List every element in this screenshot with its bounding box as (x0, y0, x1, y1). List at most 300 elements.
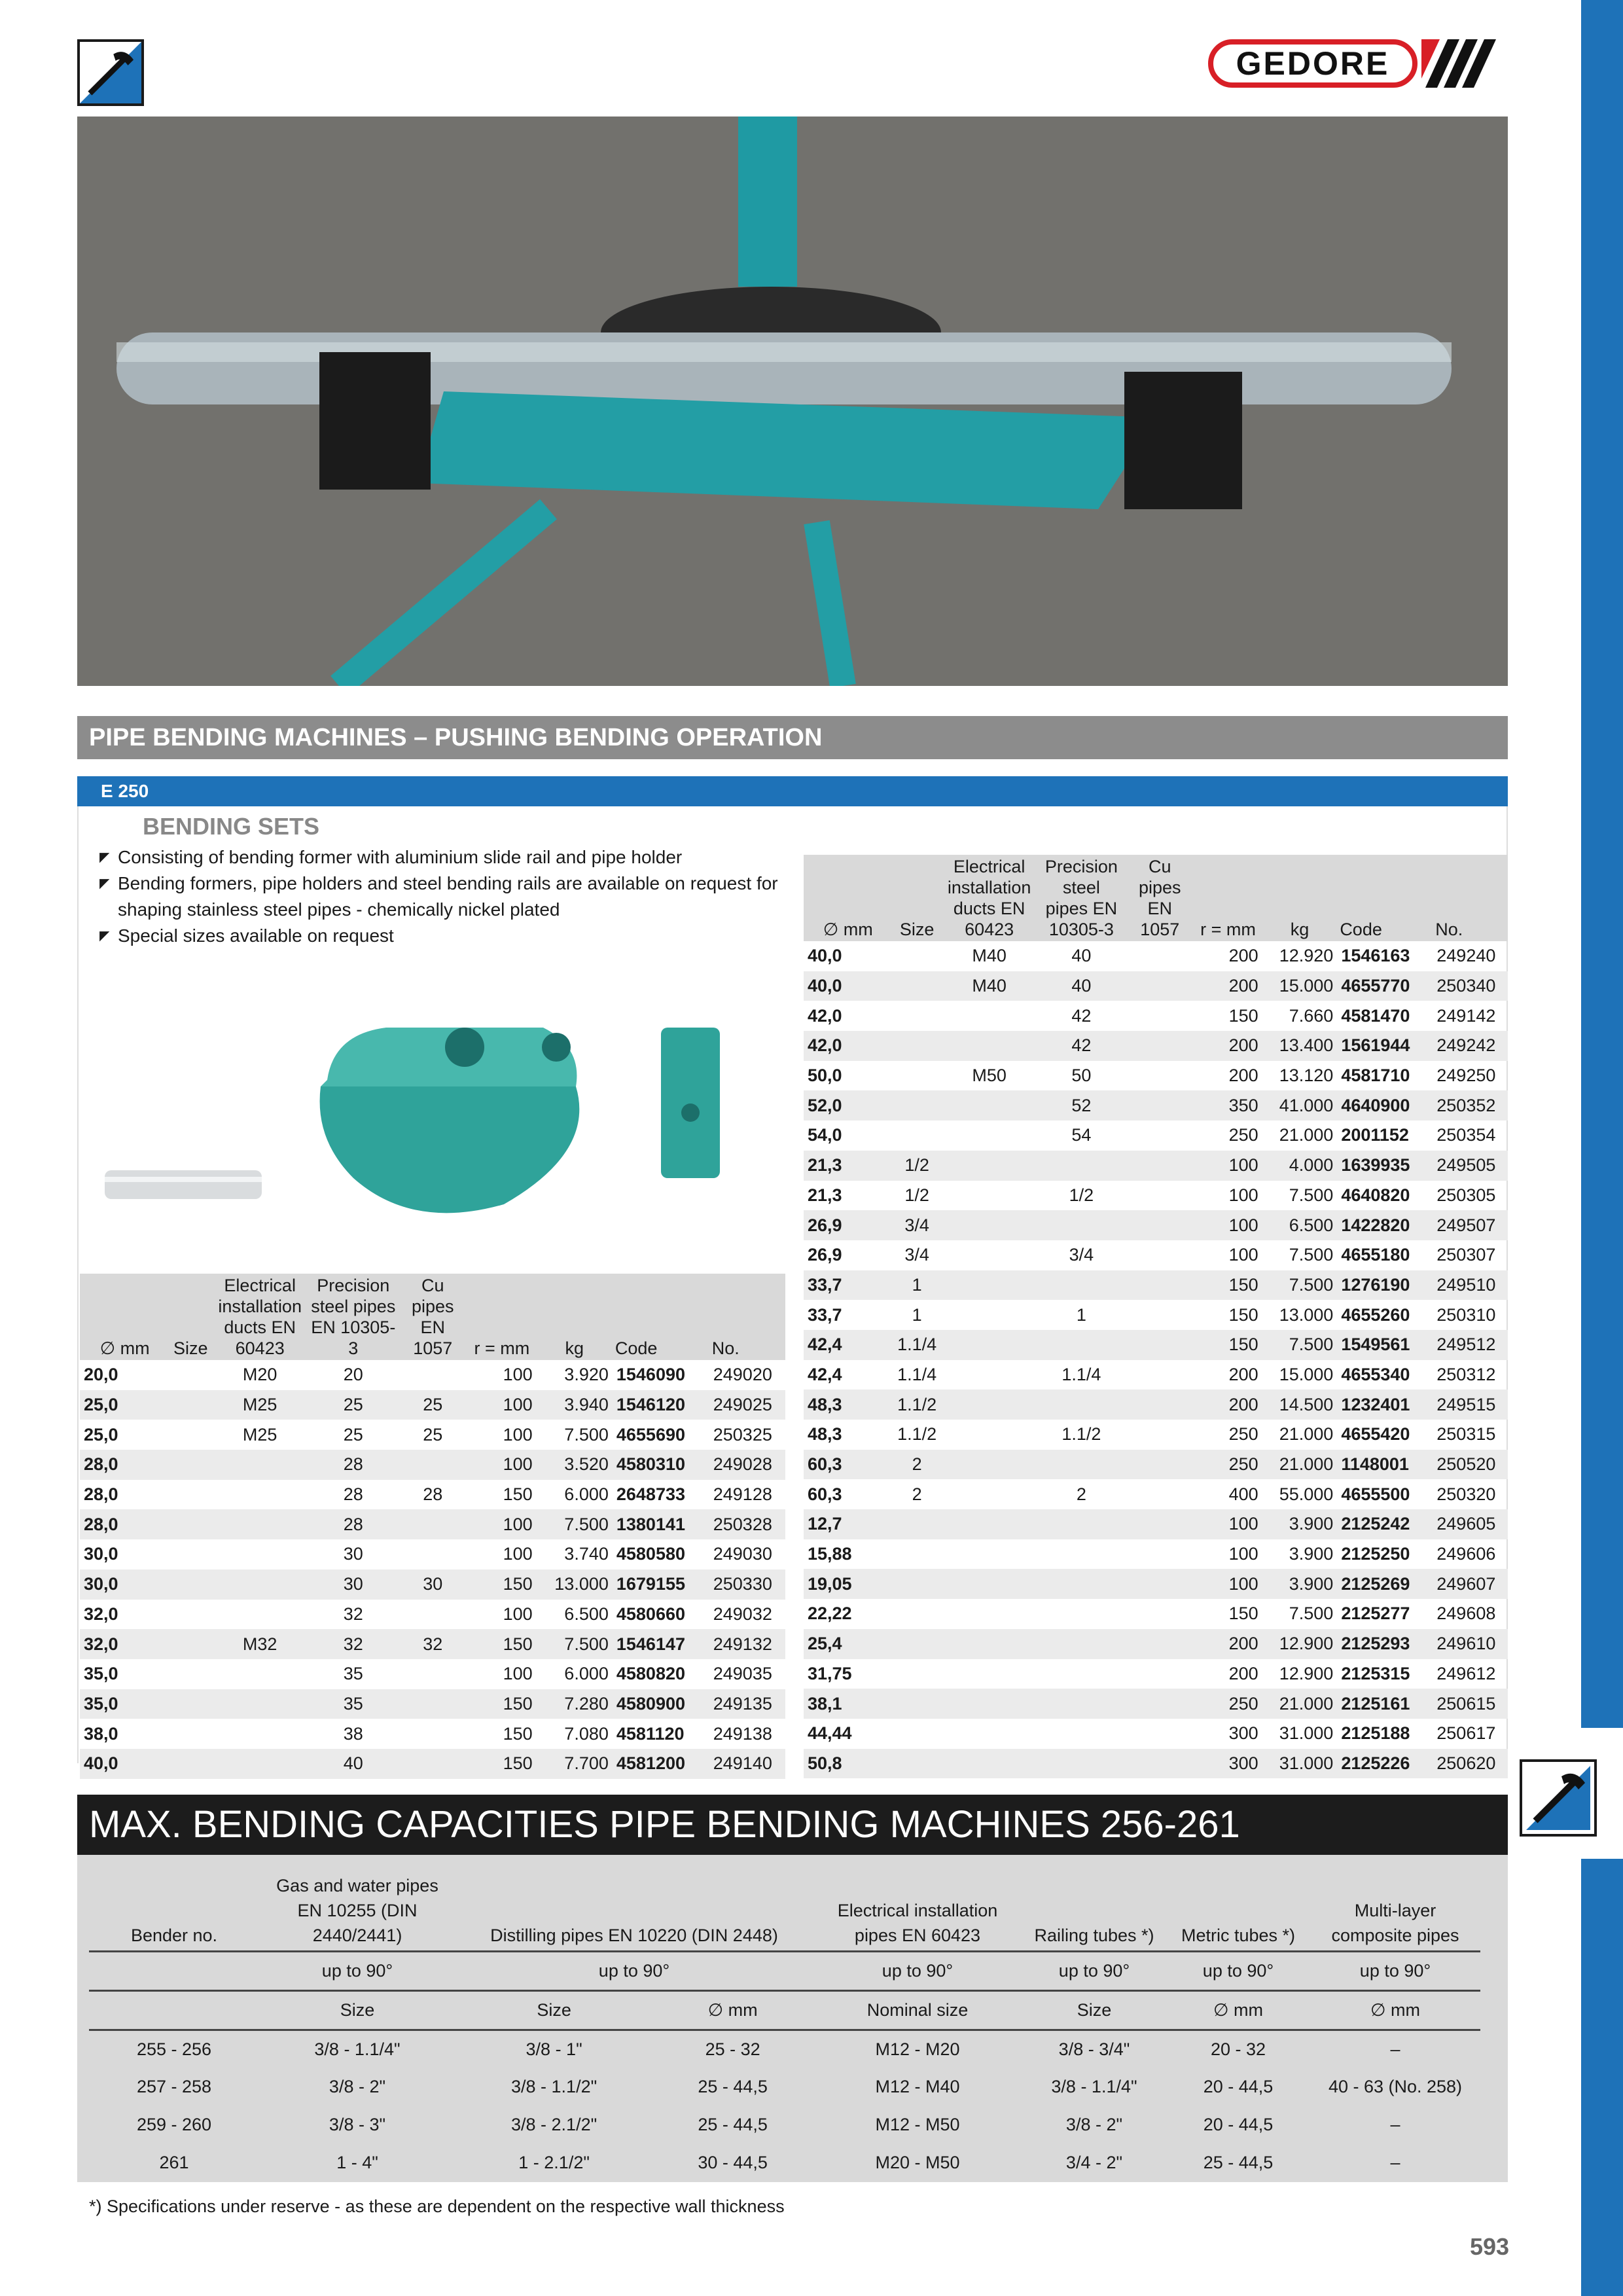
table-cell: 32,0 (80, 1629, 169, 1659)
capacity-cell: 261 (159, 2153, 189, 2172)
table-cell: 13.120 (1279, 1066, 1334, 1086)
col-header-electrical: Electrical installation ducts EN 60423 (942, 855, 1037, 941)
table-cell: 38,0 (84, 1723, 118, 1744)
unit-label: Nominal size (813, 1991, 1022, 2030)
table-cell (942, 1569, 1037, 1599)
table-cell: 250617 (1436, 1723, 1496, 1744)
table-cell (1037, 1151, 1126, 1181)
capacities-table (89, 1871, 1480, 2182)
table-cell (169, 1360, 211, 1390)
capacity-cell: 3/8 - 2" (329, 2077, 386, 2096)
table-cell (211, 1539, 308, 1570)
table-cell: 1380141 (613, 1509, 709, 1539)
table-cell: 30,0 (84, 1544, 118, 1564)
table-cell: 249610 (1433, 1629, 1508, 1659)
feature-item: ◤ Special sizes available on request (99, 923, 780, 949)
table-cell (211, 1570, 308, 1600)
table-cell: 25 (343, 1424, 363, 1444)
table-cell: 249612 (1436, 1663, 1496, 1683)
table-row (804, 1300, 1508, 1330)
page-number: 593 (1470, 2233, 1510, 2260)
table-cell: 100 (503, 1424, 533, 1444)
table-cell (1126, 1689, 1194, 1719)
table-cell: 48,3 (804, 1390, 893, 1420)
table-cell: 25 (398, 1390, 467, 1420)
table-cell: M32 (211, 1629, 308, 1659)
bending-sets-table-left (80, 1274, 785, 1779)
table-cell (169, 1450, 211, 1480)
capacity-row (89, 2030, 1480, 2068)
capacity-cell: 25 - 44,5 (698, 2077, 768, 2096)
table-cell: 4655180 (1341, 1245, 1410, 1265)
table-cell: 150 (503, 1723, 533, 1744)
table-cell (1126, 1749, 1194, 1779)
table-cell: 33,7 (804, 1270, 893, 1300)
table-cell: 7.500 (1289, 1185, 1334, 1205)
cap-header-bender: Bender no. (89, 1871, 259, 1952)
table-cell: 30 (308, 1570, 398, 1600)
table-cell: 14.500 (1262, 1390, 1338, 1420)
table-cell (893, 1121, 942, 1151)
capacity-cell: 1 - 4" (336, 2153, 378, 2172)
model-label: E 250 (77, 776, 1508, 806)
table-row (80, 1390, 785, 1420)
table-cell: 19,05 (804, 1569, 893, 1599)
table-cell: 3.900 (1289, 1544, 1334, 1564)
table-cell: 4580580 (616, 1544, 685, 1564)
table-cell: M25 (242, 1424, 277, 1444)
table-cell: 35 (343, 1664, 363, 1684)
table-cell (1126, 1001, 1194, 1031)
cap-header-electrical: Electrical installation pipes EN 60423 (813, 1871, 1022, 1952)
capacity-cell: 259 - 260 (136, 2115, 212, 2134)
table-cell (1126, 1090, 1194, 1121)
table-cell: 150 (467, 1689, 537, 1719)
table-cell: 249135 (709, 1689, 785, 1719)
table-cell (1126, 1479, 1194, 1509)
table-cell (169, 1600, 211, 1630)
table-cell: 12,7 (804, 1509, 893, 1539)
table-cell: 55.000 (1279, 1484, 1334, 1504)
table-cell: 249250 (1436, 1066, 1496, 1086)
table-cell: 40,0 (80, 1749, 169, 1779)
table-row (80, 1539, 785, 1570)
table-cell: 31,75 (808, 1663, 852, 1683)
table-cell: 200 (1228, 1663, 1258, 1683)
table-cell: 1 (912, 1304, 922, 1325)
table-cell: 1561944 (1337, 1031, 1433, 1061)
table-cell: 1.1/2 (1061, 1424, 1101, 1444)
table-cell: 4.000 (1262, 1151, 1338, 1181)
table-cell: 249035 (713, 1664, 772, 1684)
table-cell: 300 (1194, 1749, 1262, 1779)
table-cell (893, 1689, 942, 1719)
table-row (804, 941, 1508, 971)
table-cell: 26,9 (808, 1245, 842, 1265)
table-cell: 250520 (1433, 1450, 1508, 1480)
table-cell (1037, 1270, 1126, 1300)
table-cell: 2125315 (1341, 1663, 1410, 1683)
table-cell: 350 (1194, 1090, 1262, 1121)
table-cell: 4580310 (613, 1450, 709, 1480)
table-cell: 250354 (1436, 1125, 1496, 1145)
table-cell: 249240 (1436, 946, 1496, 966)
table-cell (211, 1450, 308, 1480)
angle-label: up to 90° (259, 1952, 455, 1991)
table-cell (1037, 1539, 1126, 1570)
table-cell: 35,0 (84, 1664, 118, 1684)
pipe-bender-tab-icon (1520, 1759, 1597, 1837)
table-cell: 3.520 (537, 1450, 613, 1480)
table-cell: 4580820 (616, 1664, 685, 1684)
table-row (804, 1629, 1508, 1659)
table-body (80, 1360, 785, 1779)
table-row (804, 1121, 1508, 1151)
table-cell (1037, 1330, 1126, 1360)
capacity-cell: 25 - 44,5 (698, 2115, 768, 2134)
capacity-cell: 3/8 - 3/4" (1058, 2039, 1130, 2059)
table-cell (1037, 1210, 1126, 1240)
table-cell: 41.000 (1262, 1090, 1338, 1121)
table-cell: 4655500 (1341, 1484, 1410, 1504)
brand-logo (1208, 39, 1418, 88)
table-cell: 4580900 (613, 1689, 709, 1719)
table-cell: 2125277 (1341, 1604, 1410, 1624)
table-cell: 100 (1194, 1569, 1262, 1599)
table-cell: 100 (503, 1604, 533, 1624)
table-cell (398, 1539, 467, 1570)
table-cell (942, 1749, 1037, 1779)
table-cell (1126, 1151, 1194, 1181)
table-cell: 7.500 (1289, 1604, 1334, 1624)
table-cell (211, 1659, 308, 1689)
table-cell (893, 1719, 942, 1749)
table-cell (1126, 1569, 1194, 1599)
table-cell (942, 1659, 1037, 1689)
table-row (804, 1479, 1508, 1509)
table-cell: 250320 (1436, 1484, 1496, 1504)
table-cell (1037, 1749, 1126, 1779)
table-cell: 250325 (713, 1424, 772, 1444)
table-cell (893, 1090, 942, 1121)
table-cell: 44,44 (808, 1723, 852, 1744)
table-cell: 54,0 (808, 1125, 842, 1145)
table-cell (1126, 1360, 1194, 1390)
table-cell: 249138 (713, 1723, 772, 1744)
table-cell (1126, 1210, 1194, 1240)
capacity-cell: 3/8 - 2.1/2" (511, 2115, 597, 2134)
table-cell: 250305 (1436, 1185, 1496, 1205)
table-cell: 249607 (1433, 1569, 1508, 1599)
table-cell: 3/4 (893, 1210, 942, 1240)
table-cell: 2125226 (1337, 1749, 1433, 1779)
table-cell: 200 (1194, 1031, 1262, 1061)
table-row (804, 1659, 1508, 1689)
table-cell: 1/2 (1069, 1185, 1094, 1205)
table-row (804, 1390, 1508, 1420)
table-cell: 30,0 (80, 1570, 169, 1600)
table-cell (1126, 1330, 1194, 1360)
table-row (804, 1270, 1508, 1300)
table-cell (1037, 1659, 1126, 1689)
table-cell: 250330 (709, 1570, 785, 1600)
table-cell: 40,0 (808, 946, 842, 966)
table-cell: 4640900 (1337, 1090, 1433, 1121)
table-body (804, 941, 1508, 1778)
table-cell: 48,3 (808, 1424, 842, 1444)
table-cell: 3.900 (1262, 1569, 1338, 1599)
table-cell (398, 1749, 467, 1779)
capacity-cell: – (1390, 2153, 1400, 2172)
table-cell (1126, 1031, 1194, 1061)
table-row (80, 1629, 785, 1659)
table-cell (942, 1719, 1037, 1749)
table-cell (169, 1420, 211, 1450)
table-cell: 2 (1076, 1484, 1086, 1504)
table-cell: 250 (1228, 1424, 1258, 1444)
table-cell (169, 1629, 211, 1659)
table-cell: 7.280 (537, 1689, 613, 1719)
table-cell: 249128 (713, 1484, 772, 1505)
table-cell: 6.500 (1262, 1210, 1338, 1240)
table-cell: 150 (1194, 1330, 1262, 1360)
table-cell: 15,88 (808, 1544, 852, 1564)
table-cell: 33,7 (808, 1304, 842, 1325)
table-cell: 249510 (1433, 1270, 1508, 1300)
table-cell: 2125188 (1341, 1723, 1410, 1744)
table-cell: 1.1/2 (893, 1390, 942, 1420)
table-cell: 13.400 (1262, 1031, 1338, 1061)
table-cell: 300 (1228, 1723, 1258, 1744)
table-row (804, 1599, 1508, 1629)
table-cell: 250310 (1436, 1304, 1496, 1325)
table-cell (1126, 1121, 1194, 1151)
table-cell: 15.000 (1279, 1364, 1334, 1384)
table-cell (1037, 1509, 1126, 1539)
table-cell: 21.000 (1279, 1424, 1334, 1444)
table-cell: 50,8 (804, 1749, 893, 1779)
table-cell: 6.000 (564, 1664, 609, 1684)
col-header-code: Code (1337, 855, 1433, 941)
unit-label: Size (259, 1991, 455, 2030)
capacities-title: MAX. BENDING CAPACITIES PIPE BENDING MACHINES 256-261 (77, 1795, 1508, 1855)
table-cell: 2 (912, 1484, 922, 1504)
table-cell: 1546147 (613, 1629, 709, 1659)
table-cell: 3.900 (1262, 1509, 1338, 1539)
table-cell: M40 (972, 946, 1007, 966)
unit-label: Size (1022, 1991, 1166, 2030)
table-cell: 150 (1228, 1304, 1258, 1325)
table-row (80, 1689, 785, 1719)
table-cell (169, 1390, 211, 1420)
table-cell (169, 1570, 211, 1600)
table-row (804, 1210, 1508, 1240)
table-cell: 1148001 (1337, 1450, 1433, 1480)
table-cell (942, 1450, 1037, 1480)
table-cell: 200 (1228, 1364, 1258, 1384)
feature-item: ◤ Bending formers, pipe holders and steel bending rails are available on request for shaping stainless steel pipes - chemically nickel plated (99, 870, 780, 923)
table-cell: 100 (467, 1390, 537, 1420)
footnote: *) Specifications under reserve - as these are dependent on the respective wall thickness (89, 2197, 785, 2216)
table-row (804, 1151, 1508, 1181)
table-cell: 100 (1228, 1544, 1258, 1564)
capacity-cell: 3/8 - 1" (526, 2039, 582, 2059)
table-cell (169, 1509, 211, 1539)
table-cell: 26,9 (804, 1210, 893, 1240)
capacity-cell: M12 - M50 (875, 2115, 960, 2134)
table-cell: 1/2 (904, 1185, 929, 1205)
table-cell: 249030 (713, 1544, 772, 1564)
table-row (80, 1360, 785, 1390)
table-row (804, 1749, 1508, 1779)
capacity-cell: 20 - 32 (1210, 2039, 1266, 2059)
side-color-bar-lower (1581, 1859, 1623, 2296)
table-cell: 28 (423, 1484, 443, 1505)
table-cell: 1.1/2 (897, 1424, 937, 1444)
cap-header-railing: Railing tubes *) (1022, 1871, 1166, 1952)
table-cell: 20,0 (84, 1365, 118, 1385)
table-cell: 7.080 (564, 1723, 609, 1744)
table-cell: 200 (1194, 1390, 1262, 1420)
table-cell: 28,0 (84, 1484, 118, 1505)
table-cell: 20 (343, 1365, 363, 1385)
table-cell (942, 1240, 1037, 1270)
cap-header-gas: Gas and water pipes EN 10255 (DIN 2440/2441) (259, 1871, 455, 1952)
table-row (804, 1689, 1508, 1719)
table-cell: M40 (942, 971, 1037, 1001)
table-cell (942, 1509, 1037, 1539)
table-cell (1126, 1300, 1194, 1330)
table-cell: 4581710 (1341, 1066, 1410, 1086)
table-cell: 42,4 (808, 1364, 842, 1384)
table-cell: 35,0 (80, 1689, 169, 1719)
unit-label: Size (455, 1991, 652, 2030)
table-cell (942, 1181, 1037, 1211)
capacity-cell: 3/8 - 1.1/4" (1051, 2077, 1137, 2096)
table-cell: 13.000 (1279, 1304, 1334, 1325)
table-cell (942, 1689, 1037, 1719)
table-cell: 150 (1228, 1005, 1258, 1026)
table-cell: 200 (1228, 1066, 1258, 1086)
capacity-cell: 3/8 - 3" (329, 2115, 386, 2134)
capacity-cell: – (1390, 2115, 1400, 2134)
table-cell: 25 (423, 1424, 443, 1444)
table-row (80, 1570, 785, 1600)
table-cell: 249507 (1433, 1210, 1508, 1240)
table-cell: 249020 (713, 1365, 772, 1385)
table-cell: 100 (503, 1365, 533, 1385)
col-header-radius: r = mm (467, 1274, 537, 1360)
bending-sets-title: BENDING SETS (143, 813, 320, 840)
table-cell (1126, 1061, 1194, 1091)
table-cell (169, 1480, 211, 1510)
capacity-cell: 1 - 2.1/2" (518, 2153, 590, 2172)
table-cell: 7.500 (1262, 1330, 1338, 1360)
table-cell (169, 1539, 211, 1570)
table-cell (211, 1719, 308, 1749)
table-row (80, 1749, 785, 1779)
col-header-weight (537, 1274, 613, 1360)
table-cell: 100 (503, 1544, 533, 1564)
table-cell: 21,3 (808, 1185, 842, 1205)
table-cell (942, 1629, 1037, 1659)
table-cell: 4580660 (616, 1604, 685, 1624)
table-cell: 150 (467, 1570, 537, 1600)
table-cell: 42 (1071, 1005, 1092, 1026)
unit-label: ∅ mm (1166, 1991, 1310, 2030)
table-cell (942, 1121, 1037, 1151)
table-cell: 12.900 (1279, 1663, 1334, 1683)
table-cell: 249132 (709, 1629, 785, 1659)
table-cell: 249025 (709, 1390, 785, 1420)
table-cell: M50 (972, 1066, 1007, 1086)
table-cell: 6.000 (564, 1484, 609, 1505)
table-cell: 250315 (1436, 1424, 1496, 1444)
table-cell: 32 (398, 1629, 467, 1659)
table-cell (1126, 1539, 1194, 1570)
table-row (804, 1181, 1508, 1211)
table-cell (942, 1151, 1037, 1181)
table-cell: 32 (308, 1629, 398, 1659)
section-title: PIPE BENDING MACHINES – PUSHING BENDING OPERATION (77, 716, 1508, 759)
table-cell: 100 (1194, 1509, 1262, 1539)
table-cell (942, 1390, 1037, 1420)
bending-set-illustration (98, 1008, 740, 1224)
table-cell: 28,0 (80, 1509, 169, 1539)
cap-header-distilling: Distilling pipes EN 10220 (DIN 2448) (455, 1871, 813, 1952)
table-cell (1037, 1689, 1126, 1719)
table-row (804, 1360, 1508, 1390)
table-row (804, 1509, 1508, 1539)
capacities-body (89, 2030, 1480, 2182)
product-photo (77, 117, 1508, 686)
table-cell: 21.000 (1262, 1689, 1338, 1719)
table-cell: 100 (467, 1450, 537, 1480)
table-cell: 150 (503, 1484, 533, 1505)
table-cell: 28 (308, 1450, 398, 1480)
capacity-cell: 257 - 258 (136, 2077, 212, 2096)
col-header-precision: Precision steel pipes EN 10305-3 (1037, 855, 1126, 941)
table-row (80, 1509, 785, 1539)
table-cell: 7.500 (1289, 1245, 1334, 1265)
table-cell: 100 (1194, 1210, 1262, 1240)
table-cell (169, 1749, 211, 1779)
col-header-size: Size (169, 1274, 211, 1360)
table-cell: M20 (242, 1365, 277, 1385)
capacity-cell: 20 - 44,5 (1203, 2115, 1274, 2134)
angle-label: up to 90° (455, 1952, 813, 1991)
table-cell: 249242 (1433, 1031, 1508, 1061)
brand-stripes-icon (1421, 39, 1500, 88)
table-cell: 1.1/4 (1061, 1364, 1101, 1384)
table-cell (942, 1001, 1037, 1031)
table-cell: 7.500 (1262, 1270, 1338, 1300)
table-cell: 150 (467, 1749, 537, 1779)
table-cell (942, 1330, 1037, 1360)
capacity-cell: M12 - M20 (875, 2039, 960, 2059)
scale-icon: kg (565, 1338, 584, 1358)
table-cell: 60,3 (804, 1450, 893, 1480)
table-cell (169, 1719, 211, 1749)
table-cell: 21.000 (1279, 1125, 1334, 1145)
feature-list (99, 844, 780, 949)
table-cell: 100 (503, 1664, 533, 1684)
table-cell: 2648733 (616, 1484, 685, 1505)
table-cell: 7.500 (537, 1509, 613, 1539)
table-cell (893, 1749, 942, 1779)
table-cell (398, 1689, 467, 1719)
table-cell (942, 1031, 1037, 1061)
